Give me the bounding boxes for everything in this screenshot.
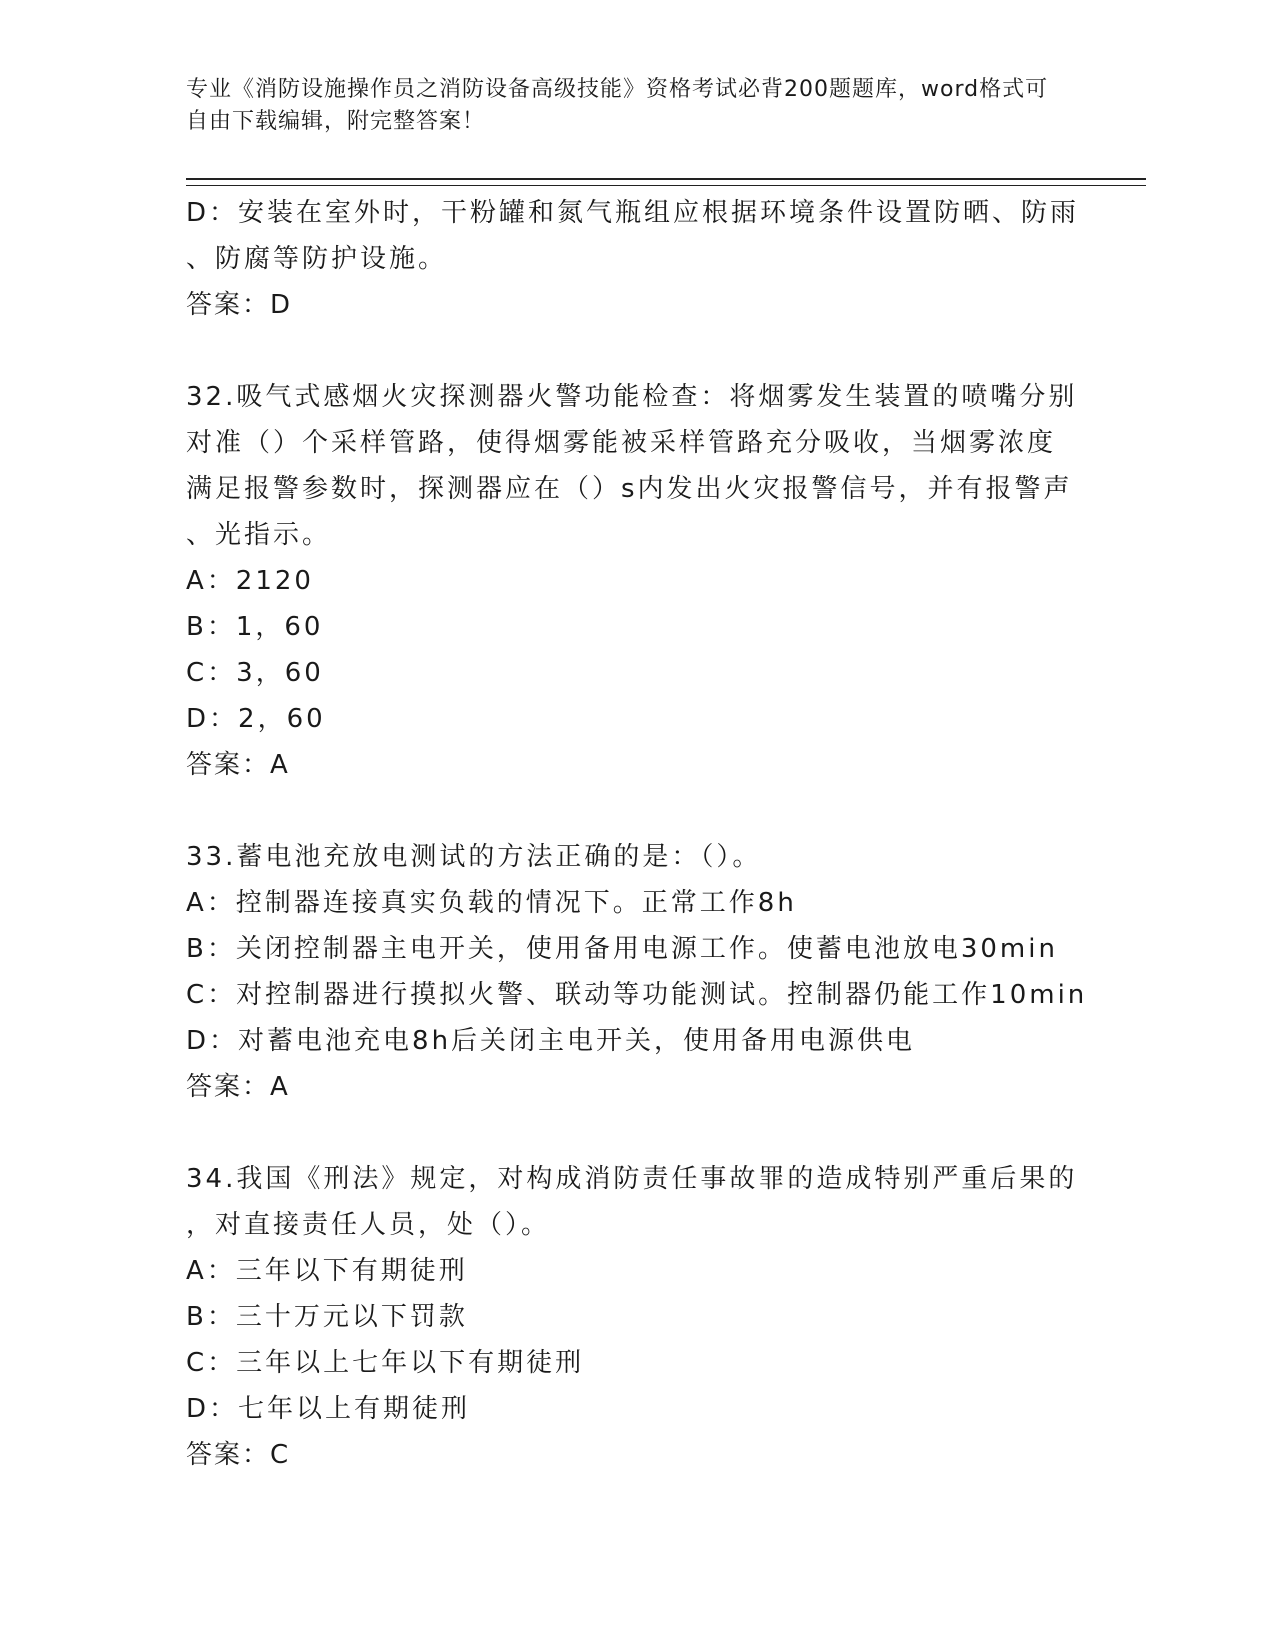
question-stem-line: 对准（）个采样管路，使得烟雾能被采样管路充分吸收，当烟雾浓度 <box>186 428 1057 458</box>
option-line: 、防腐等防护设施。 <box>186 244 448 274</box>
option-line: D：安装在室外时，干粉罐和氮气瓶组应根据环境条件设置防晒、防雨 <box>186 198 1080 228</box>
answer-line: 答案：A <box>186 750 290 780</box>
option-c: C：对控制器进行摸拟火警、联动等功能测试。控制器仍能工作10min <box>186 980 1088 1010</box>
option-c: C：三年以上七年以下有期徒刑 <box>186 1348 585 1378</box>
header-divider <box>186 178 1146 186</box>
question-stem-line: 33.蓄电池充放电测试的方法正确的是：（）。 <box>186 842 762 872</box>
option-a: A：控制器连接真实负载的情况下。正常工作8h <box>186 888 797 918</box>
option-a: A：三年以下有期徒刑 <box>186 1256 468 1286</box>
option-b: B：1，60 <box>186 612 324 642</box>
question-stem-line: 、光指示。 <box>186 520 332 550</box>
question-stem-line: 32.吸气式感烟火灾探测器火警功能检查：将烟雾发生装置的喷嘴分别 <box>186 382 1078 412</box>
page-header-title: 专业《消防设施操作员之消防设备高级技能》资格考试必背200题题库，word格式可自由下载编辑，附完整答案！ <box>186 77 1049 134</box>
question-stem-line: ，对直接责任人员，处（）。 <box>186 1210 551 1240</box>
option-a: A：2120 <box>186 566 314 596</box>
option-d: D：2，60 <box>186 704 326 734</box>
option-d: D：七年以上有期徒刑 <box>186 1394 471 1424</box>
spacer <box>186 788 1086 834</box>
answer-line: 答案：A <box>186 1072 290 1102</box>
question-33 <box>186 834 1086 1110</box>
question-34 <box>186 1156 1086 1478</box>
prev-question-tail <box>186 190 1086 328</box>
answer-line: 答案：D <box>186 290 293 320</box>
spacer <box>186 1110 1086 1156</box>
question-32 <box>186 374 1086 788</box>
spacer <box>186 328 1086 374</box>
option-b: B：关闭控制器主电开关，使用备用电源工作。使蓄电池放电30min <box>186 934 1058 964</box>
answer-line: 答案：C <box>186 1440 291 1470</box>
question-stem-line: 34.我国《刑法》规定，对构成消防责任事故罪的造成特别严重后果的 <box>186 1164 1078 1194</box>
option-c: C：3，60 <box>186 658 324 688</box>
document-body <box>186 190 1086 1478</box>
option-d: D：对蓄电池充电8h后关闭主电开关，使用备用电源供电 <box>186 1026 916 1056</box>
question-stem-line: 满足报警参数时，探测器应在（）s内发出火灾报警信号，并有报警声 <box>186 474 1073 504</box>
option-b: B：三十万元以下罚款 <box>186 1302 468 1332</box>
